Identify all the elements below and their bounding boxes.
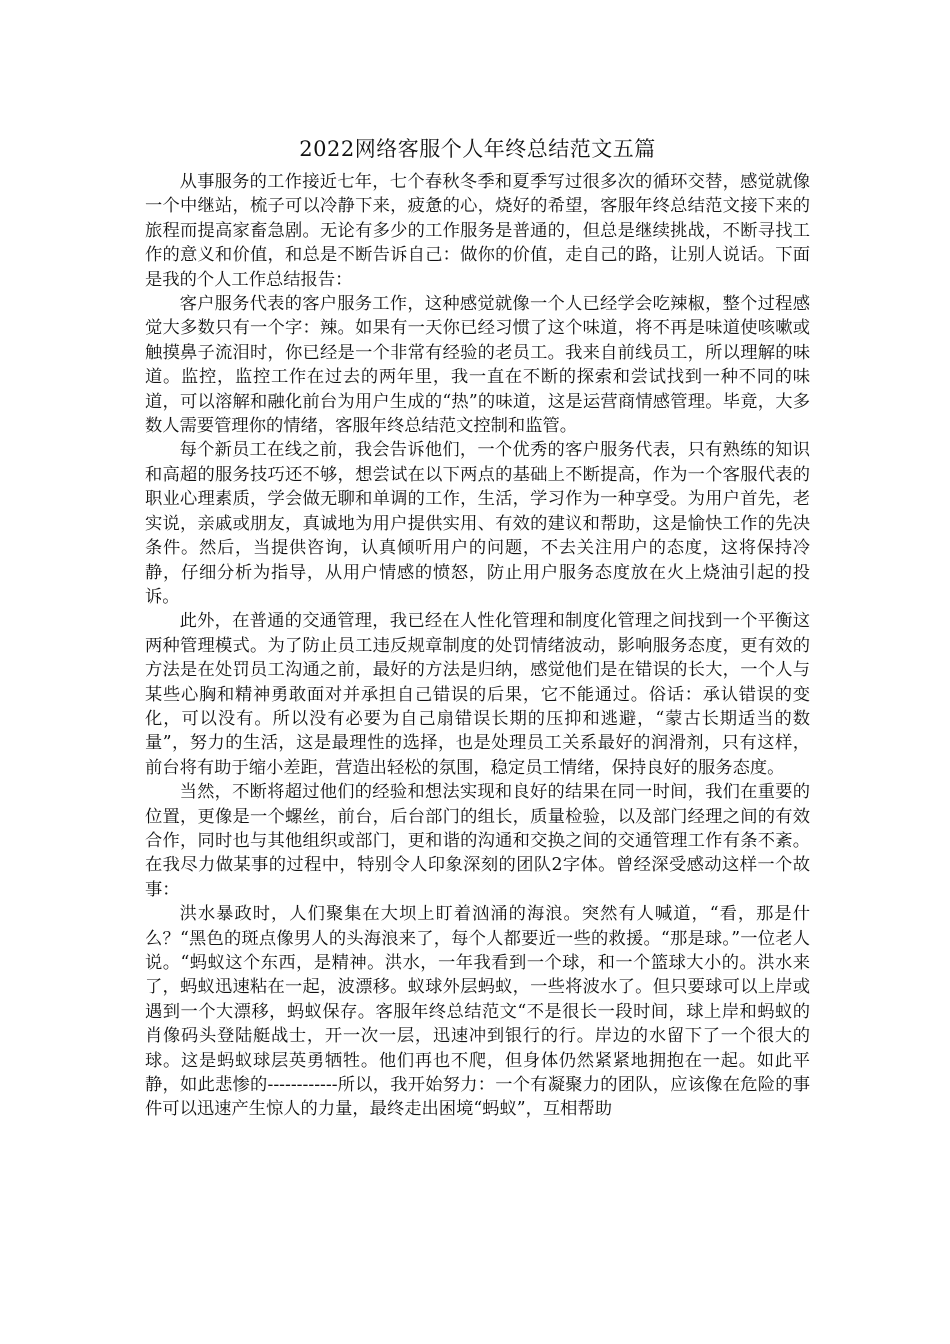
paragraph-1: 从事服务的工作接近七年，七个春秋冬季和夏季写过很多次的循环交替，感觉就像一个中继站，梳子可以冷静下来，疲惫的心，烧好的希望，客服年终总结范文接下来的旅程而提高家畜急剧。无论有多少的工作服务是普通的，但总是继续挑战，不断寻找工作的意义和价值，和总是不断告诉自己：做你的价值，走自己的路，让别人说话。下面是我的个人工作总结报告： (145, 172, 810, 290)
paragraph-2: 客户服务代表的客户服务工作，这种感觉就像一个人已经学会吃辣椒，整个过程感觉大多数只有一个字：辣。如果有一天你已经习惯了这个味道，将不再是味道使咳嗽或触摸鼻子流泪时，你已经是一个非常有经验的老员工。我来自前线员工，所以理解的味道。监控，监控工作在过去的两年里，我一直在不断的探索和尝试找到一种不同的味道，可以溶解和融化前台为用户生成的“热”的味道，这是运营商情感管理。毕竟，大多数人需要管理你的情绪，客服年终总结范文控制和监管。 (145, 294, 810, 437)
document-title: 2022网络客服个人年终总结范文五篇 (299, 137, 656, 161)
paragraph-5: 当然，不断将超过他们的经验和想法实现和良好的结果在同一时间，我们在重要的位置，更像是一个螺丝，前台，后台部门的组长，质量检验，以及部门经理之间的有效合作，同时也与其他组织或部门，更和谐的沟通和交换之间的交通管理工作有条不紊。在我尽力做某事的过程中，特别令人印象深刻的团队2字体。曾经深受感动这样一个故事： (145, 782, 810, 900)
document-page (145, 132, 810, 1122)
paragraph-4: 此外，在普通的交通管理，我已经在人性化管理和制度化管理之间找到一个平衡这两种管理模式。为了防止员工违反规章制度的处罚情绪波动，影响服务态度，更有效的方法是在处罚员工沟通之前，最好的方法是归纳，感觉他们是在错误的长大，一个人与某些心胸和精神勇敢面对并承担自己错误的后果，它不能通过。俗话：承认错误的变化，可以没有。所以没有必要为自己扇错误长期的压抑和逃避，“蒙古长期适当的数量”，努力的生活，这是最理性的选择，也是处理员工关系最好的润滑剂，只有这样，前台将有助于缩小差距，营造出轻松的氛围，稳定员工情绪，保持良好的服务态度。 (145, 611, 810, 778)
paragraph-6: 洪水暴政时，人们聚集在大坝上盯着汹涌的海浪。突然有人喊道，“看，那是什么？“黑色的斑点像男人的头海浪来了，每个人都要近一些的救援。“那是球。”一位老人说。“蚂蚁这个东西，是精神。洪水，一年我看到一个球，和一个篮球大小的。洪水来了，蚂蚁迅速粘在一起，波漂移。蚁球外层蚂蚁，一些将波水了。但只要球可以上岸或遇到一个大漂移，蚂蚁保存。客服年终总结范文“不是很长一段时间，球上岸和蚂蚁的肖像码头登陆艇战士，开一次一层，迅速冲到银行的行。岸边的水留下了一个很大的球。这是蚂蚁球层英勇牺牲。他们再也不爬，但身体仍然紧紧地拥抱在一起。如此平静，如此悲惨的------------所以，我开始努力：一个有凝聚力的团队，应该像在危险的事件可以迅速产生惊人的力量，最终走出困境“蚂蚁”，互相帮助 (145, 904, 810, 1120)
paragraph-3: 每个新员工在线之前，我会告诉他们，一个优秀的客户服务代表，只有熟练的知识和高超的服务技巧还不够，想尝试在以下两点的基础上不断提高，作为一个客服代表的职业心理素质，学会做无聊和单调的工作，生活，学习作为一种享受。为用户首先，老实说，亲戚或朋友，真诚地为用户提供实用、有效的建议和帮助，这是愉快工作的先决条件。然后，当提供咨询，认真倾听用户的问题，不去关注用户的态度，这将保持冷静，仔细分析为指导，从用户情感的愤怒，防止用户服务态度放在火上烧油引起的投诉。 (145, 440, 810, 607)
